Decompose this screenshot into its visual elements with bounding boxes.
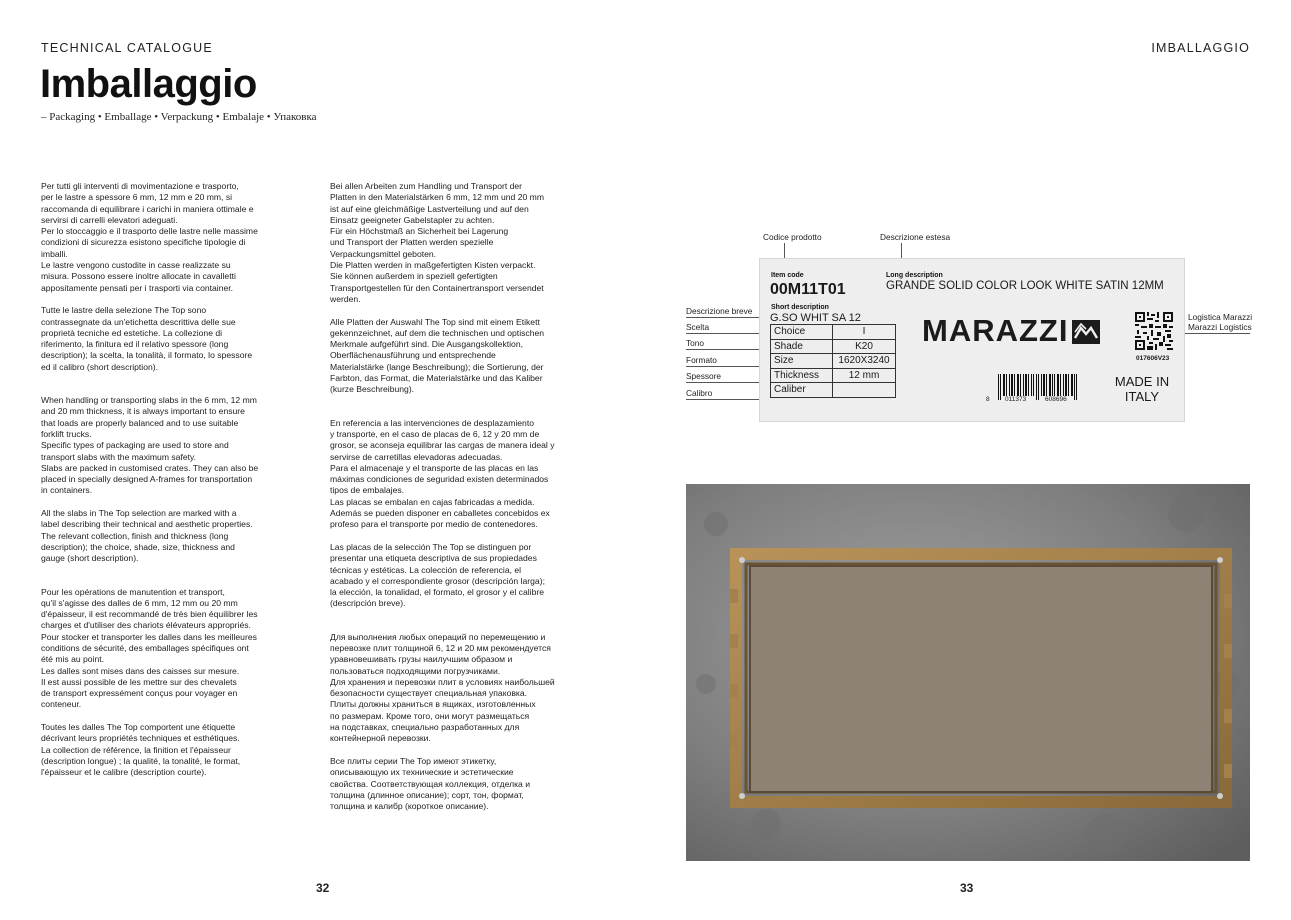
- paragraph-ru-1: Для выполнения любых операций по перемещению и перевозке плит толщиной 6, 12 и 20 мм рекомендуется уравновешивать грузы наилучшим образом и пользоваться подходящими погрузчиками. Для хранения и перевозки плит в условиях наибольшей безопасности существует специальная упаковка. Плиты должны храниться в ящиках, изготовленных по размерам. Кроме того, они могут размещаться на подставках, специально разработанных для контейнерной перевозки.: [330, 631, 555, 744]
- paragraph-en-1: When handling or transporting slabs in the 6 mm, 12 mm and 20 mm thickness, it is always important to ensure that loads are properly balanced and to use suitable forklift trucks. Specific types of packaging are used to store and transport slabs with the maximum safety. Slabs are packed in customised crates. They can also be placed in specially designed A-frames for transportation in containers.: [41, 395, 259, 496]
- paragraph-en-2: All the slabs in The Top selection are marked with a label describing their technical and aesthetic properties. The relevant collection, finish and thickness (long description); the choice, shade, size, thickness and gauge (short description).: [41, 508, 253, 564]
- paragraph-fr-2: Toutes les dalles The Top comportent une étiquette décrivant leurs propriétés techniques et esthétiques. La collection de référence, la finition et l'épaisseur (description longue) ; la qualité, la tonalité, le format, l'épaisseur et le calibre (description courte).: [41, 722, 241, 778]
- paragraph-ru-2: Все плиты серии The Top имеют этикетку, описывающую их технические и эстетические свойства. Соответствующая коллекция, отделка и толщина (длинное описание); сорт, тон, формат, толщина и калибр (короткое описание).: [330, 755, 531, 812]
- spec-value: K20: [833, 339, 896, 354]
- long-description: GRANDE SOLID COLOR LOOK WHITE SATIN 12MM: [886, 280, 1164, 292]
- item-code-caption: Item code: [771, 272, 804, 279]
- callout-logistica-it: Logistica Marazzi: [1188, 312, 1253, 322]
- callout-descrizione-breve: Descrizione breve: [686, 306, 753, 316]
- paragraph-de-1: Bei allen Arbeiten zum Handling und Transport der Platten in den Materialstärken 6 mm, 12 mm und 20 mm ist auf eine gleichmäßige Lastverteilung und auf den Einsatz geeigneter Gabelstapler zu achten. Für ein Höchstmaß an Sicherheit bei Lagerung und Transport der Platten werden spezielle Verpackungsmittel geboten. Die Platten werden in maßgefertigten Kisten verpackt. Sie können außerdem in speziell gefertigten Transportgestellen für den Containertransport versendet werden.: [330, 181, 544, 304]
- table-row: [771, 339, 896, 354]
- callout-calibro: Calibro: [686, 388, 713, 398]
- text-column-middle: [330, 181, 565, 824]
- crate-illustration: [686, 484, 1250, 861]
- paragraph-de-2: Alle Platten der Auswahl The Top sind mit einem Etikett gekennzeichnet, auf dem die technischen und optischen Merkmale aufgeführt sind. Die Ausgangskollektion, Oberflächenausführung und entsprechende Materialstärke (lange Beschreibung); die Sortierung, der Farbton, das Format, die Materialstärke und das Kaliber (kurze Beschreibung).: [330, 316, 545, 395]
- qr-code-icon: [1135, 312, 1173, 350]
- page-number-left: 32: [316, 881, 330, 895]
- made-in-line-1: MADE IN: [1114, 374, 1170, 389]
- paragraph-fr-1: Pour les opérations de manutention et transport, qu'il s'agisse des dalles de 6 mm, 12 mm ou 20 mm d'épaisseur, il est recommandé de très bien équilibrer les charges et d'utiliser des chariots élévateurs appropriés. Pour stocker et transporter les dalles dans les meilleures conditions de sécurité, des emballages spécifiques ont été mis au point. Les dalles sont mises dans des caisses sur mesure. Il est aussi possible de les mettre sur des chevalets de transport expressément conçus pour voyager en conteneur.: [41, 586, 258, 710]
- paragraph-it-2: Tutte le lastre della selezione The Top sono contrassegnate da un'etichetta descrittiva delle sue proprietà tecniche ed estetiche. La collezione di riferimento, la finitura ed il relativo spessore (long description); la scelta, la tonalità, il formato, lo spessore ed il calibro (short description).: [41, 305, 253, 372]
- page-number-right: 33: [960, 881, 974, 895]
- crate-photo: [686, 484, 1250, 861]
- table-row: [771, 325, 896, 340]
- leader-line: [1175, 333, 1250, 334]
- page-subtitle: – Packaging • Emballage • Verpackung • Embalaje • Упаковка: [41, 111, 317, 123]
- leader-line: [686, 366, 770, 367]
- spec-value: 12 mm: [833, 368, 896, 383]
- brand-logo-icon: [1072, 320, 1100, 344]
- spec-key: Shade: [771, 339, 833, 354]
- spec-key: Choice: [771, 325, 833, 340]
- table-row: [771, 383, 896, 398]
- short-description: G.SO WHIT SA 12: [770, 312, 861, 324]
- callout-spessore: Spessore: [686, 371, 722, 381]
- leader-line: [686, 399, 770, 400]
- callout-formato: Formato: [686, 355, 717, 365]
- short-description-caption: Short description: [771, 304, 829, 311]
- leader-line: [686, 349, 770, 350]
- callout-tono: Tono: [686, 338, 704, 348]
- brand-wordmark: MARAZZI: [922, 313, 1069, 348]
- paragraph-es-2: Las placas de la selección The Top se distinguen por presentar una etiqueta descriptiva de sus propiedades técnicas y estéticas. La colección de referencia, el acabado y el correspondiente grosor (descripción larga); la elección, la tonalidad, el formato, el grosor y el calibre (descripción breve).: [330, 541, 545, 609]
- spec-table: [770, 324, 896, 398]
- made-in-line-2: ITALY: [1124, 389, 1160, 404]
- long-description-caption: Long description: [886, 272, 943, 279]
- barcode-digit-first: 8: [986, 396, 990, 403]
- leader-line: [686, 382, 770, 383]
- spec-key: Caliber: [771, 383, 833, 398]
- spec-value: I: [833, 325, 896, 340]
- page-title: Imballaggio: [40, 62, 257, 106]
- paragraph-it-1: Per tutti gli interventi di movimentazione e trasporto, per le lastre a spessore 6 mm, 12 mm e 20 mm, si raccomanda di equilibrare i carichi in maniera ottimale e servirsi di carrelli elevatori adeguati. Per lo stoccaggio e il trasporto delle lastre nelle massime condizioni di sicurezza esistono specifiche tipologie di imballi. Le lastre vengono custodite in casse realizzate su misura. Possono essere inoltre allocate in cavalletti appositamente pensati per i trasporti via container.: [41, 181, 258, 293]
- product-label: [759, 258, 1185, 422]
- qr-code-text: 017606V23: [1136, 355, 1170, 362]
- table-row: [771, 368, 896, 383]
- item-code: 00M11T01: [770, 281, 846, 298]
- table-row: [771, 354, 896, 369]
- spec-key: Size: [771, 354, 833, 369]
- leader-line: [686, 333, 770, 334]
- barcode-group-1: 011373: [1005, 396, 1027, 403]
- paragraph-es-1: En referencia a las intervenciones de desplazamiento y transporte, en el caso de placas de 6, 12 y 20 mm de grosor, se aconseja equilibrar las cargas de manera ideal y servirse de carretillas elevadoras adecuadas. Para el almacenaje y el transporte de las placas en las máximas condiciones de seguridad existen determinados tipos de embalajes. Las placas se embalan en cajas fabricadas a medida. Además se pueden disponer en caballetes concebidos ex profeso para el transporte por medio de contenedores.: [330, 417, 555, 530]
- callout-scelta: Scelta: [686, 322, 710, 332]
- right-kicker: IMBALLAGGIO: [1151, 41, 1250, 55]
- spec-value: [833, 383, 896, 398]
- text-column-left: [41, 181, 276, 790]
- left-kicker: TECHNICAL CATALOGUE: [41, 41, 213, 55]
- barcode-group-2: 608696: [1045, 396, 1067, 403]
- callout-codice-prodotto: Codice prodotto: [763, 232, 822, 242]
- spec-key: Thickness: [771, 368, 833, 383]
- spec-value: 1620X3240: [833, 354, 896, 369]
- leader-line: [686, 317, 770, 318]
- callout-descrizione-estesa: Descrizione estesa: [880, 232, 951, 242]
- callout-logistica-en: Marazzi Logistics: [1188, 322, 1252, 332]
